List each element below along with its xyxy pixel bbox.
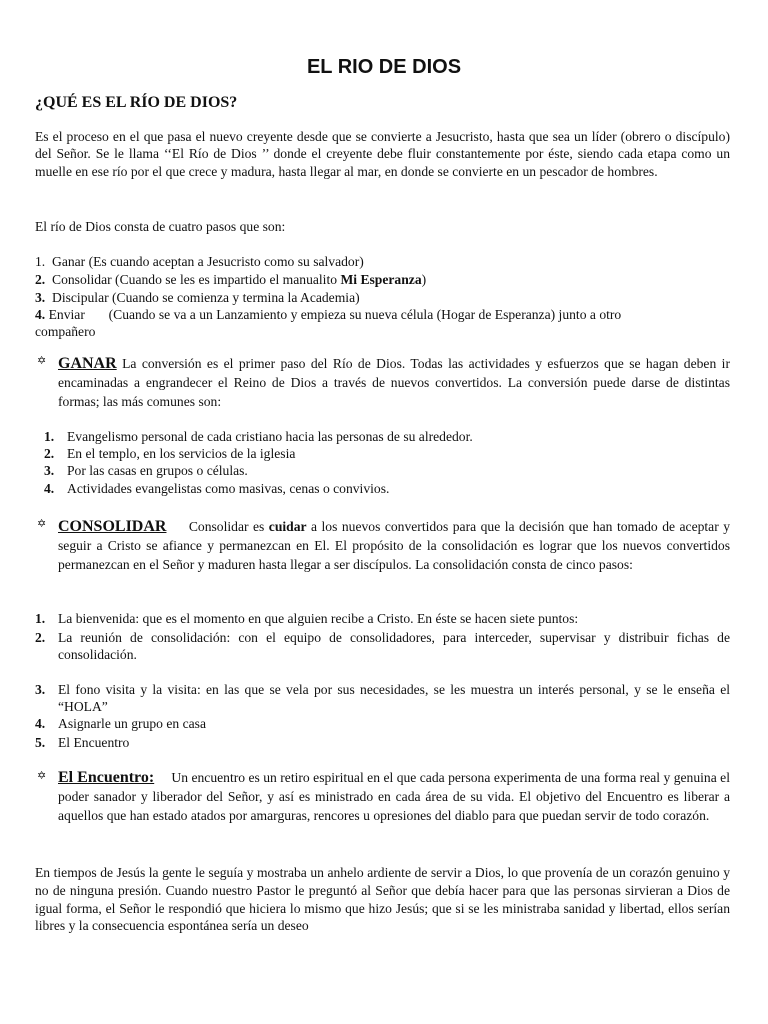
consolidar-heading: CONSOLIDAR [58,518,167,535]
step-2 [35,271,426,288]
consolidar-list [35,610,730,751]
list-item: 1. Evangelismo personal de cada cristiano hacia las personas de su alrededor. [44,429,473,444]
encuentro-heading: El Encuentro: [58,769,155,786]
intro-paragraph: Es el proceso en el que pasa el nuevo creyente desde que se convierte a Jesucristo, hasta que sea un líder (obrero o discípulo) del Señor. Se le llama ‘‘El Río de Dios ’’ donde el creyente debe fluir constantemente por éste, siendo cada etapa como un muelle en ese río por el que crece y madura, hasta llegar al mar, en donde se convierte en un pescador de hombres. [35,129,730,179]
step-number: 4. [35,307,46,322]
step-text: Discipular (Cuando se comienza y termina la Academia) [52,290,360,305]
encuentro-section [58,768,730,826]
list-item: 4. Actividades evangelistas como masivas, cenas o convivios. [44,480,390,496]
step-bold-text: Mi Esperanza [340,272,422,287]
ganar-text: La conversión es el primer paso del Río de Dios. Todas las actividades y esfuerzos que se hagan deben ir encaminadas a engrandecer el Reino de Dios a través de nuevos convertidos. La conversión puede darse de distintas formas; las más comunes son: [58,356,730,410]
step-number: 2. [35,272,46,287]
step-3 [35,289,360,306]
list-item: 2. La reunión de consolidación: con el equipo de consolidadores, para interceder, supervisar y distribuir fichas de consolidación. [35,630,730,663]
steps-intro: El río de Dios consta de cuatro pasos que son: [35,219,286,234]
page-title: EL RIO DE DIOS [306,56,462,78]
step-text: Ganar (Es cuando aceptan a Jesucristo como su salvador) [52,254,364,269]
list-item: 3. Por las casas en grupos o células. [44,463,248,479]
closing-paragraph: En tiempos de Jesús la gente le seguía y mostraba un anhelo ardiente de servir a Dios, lo que provenía de un corazón genuino y no de ninguna presión. Cuando nuestro Pastor le preguntó al Señor que debía hacer para que las personas sirvieran a Dios de igual forma, el Señor le respondió que hiciera lo mismo que hizo Jesús; que si se les ministraba sanidad y libertad, ellos serían libres y la consecuencia espontánea sería un deseo [35,865,730,934]
consolidar-bold: cuidar [268,519,307,534]
star-bullet-icon: ✡ [37,769,47,782]
ganar-heading: GANAR [58,355,117,372]
step-1 [35,253,364,270]
step-number: 1. [35,254,46,269]
encuentro-text: Un encuentro es un retiro espiritual en el que cada persona experimenta de una forma real y genuina el poder sanador y liberador del Señor, y así es ministrado en cada área de su vida. El objetivo del Encuentro es liberar a aquellos que han estado atados por amarguras, rencores u opresiones del diablo para que puedan servir de todo corazón. [58,770,730,824]
step-number: 3. [35,290,46,305]
ganar-section [58,354,730,412]
list-item: 1. La bienvenida: que es el momento en que alguien recibe a Cristo. En éste se hacen siete puntos: [35,611,579,626]
star-bullet-icon: ✡ [37,517,47,530]
consolidar-pre: Consolidar es [188,519,269,534]
consolidar-text: a los nuevos convertidos para que la decisión que han tomado de aceptar y seguir a Cristo se afiance y permanezcan en El. El propósito de la consolidación es lograr que los nuevos convertidos permanezcan en el Señor y maduren hasta llegar a ser discípulos. La consolidación consta de cinco pasos: [58,519,731,573]
list-item: 2. En el templo, en los servicios de la iglesia [44,446,296,462]
section-question: ¿QUÉ ES EL RÍO DE DIOS? [35,94,238,111]
step-text: Enviar (Cuando se va a un Lanzamiento y empieza su nueva célula (Hogar de Esperanza) junto a otro [48,307,622,322]
list-item: 5. El Encuentro [35,735,130,751]
list-item: 4. Asignarle un grupo en casa [35,716,206,732]
consolidar-section [58,517,730,575]
list-item: 3. El fono visita y la visita: en las que se vela por sus necesidades, se les muestra un interés personal, y se le enseña el “HOLA” [35,681,730,714]
star-bullet-icon: ✡ [37,354,47,367]
ganar-list [44,428,473,497]
step-4 [35,306,621,323]
step-text: Consolidar (Cuando se les es impartido el manualito [52,272,341,287]
step-text-after: ) [421,272,427,287]
step-4-continuation: compañero [35,324,96,339]
